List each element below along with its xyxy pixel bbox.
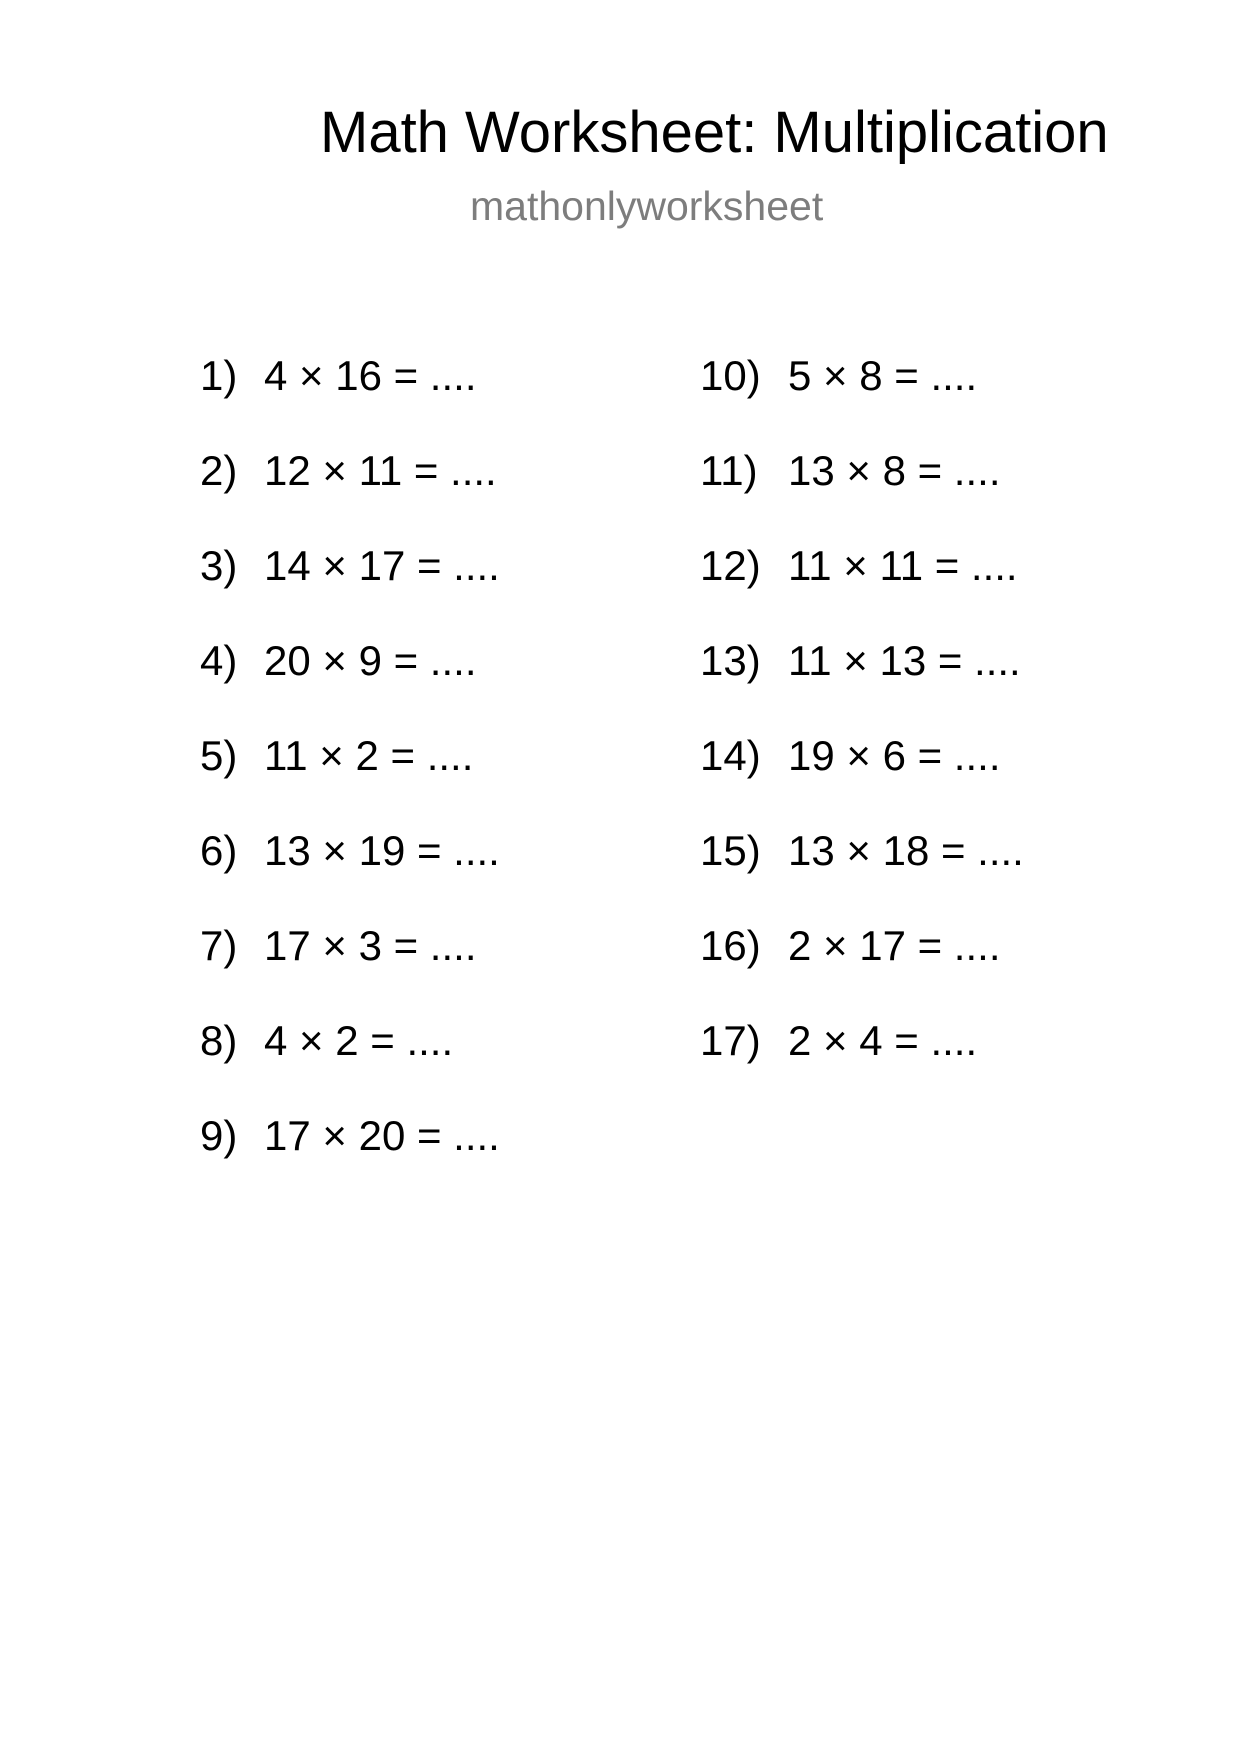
problem-item — [700, 1011, 1024, 1106]
problem-expression: 4 × 2 = .... — [264, 1017, 454, 1064]
problem-number: 14) — [700, 732, 761, 779]
problem-number: 1) — [200, 352, 238, 399]
problem-number: 16) — [700, 922, 761, 969]
problem-number: 13) — [700, 637, 761, 684]
problem-expression: 12 × 11 = .... — [264, 447, 497, 494]
problem-item — [200, 1011, 500, 1106]
problem-expression: 11 × 11 = .... — [788, 542, 1018, 589]
problem-column-left — [200, 346, 500, 1201]
problem-expression: 13 × 18 = .... — [788, 827, 1024, 874]
problem-number: 12) — [700, 542, 761, 589]
problem-number: 4) — [200, 637, 238, 684]
problem-expression: 20 × 9 = .... — [264, 637, 477, 684]
problem-item — [700, 441, 1024, 536]
problem-number: 7) — [200, 922, 238, 969]
problem-item — [200, 726, 500, 821]
problem-item — [700, 536, 1024, 631]
problem-item — [700, 726, 1024, 821]
problem-number: 5) — [200, 732, 238, 779]
problem-number: 6) — [200, 827, 238, 874]
problem-item — [200, 536, 500, 631]
problem-expression: 17 × 20 = .... — [264, 1112, 500, 1159]
problem-item — [200, 346, 500, 441]
problem-number: 11) — [700, 447, 758, 494]
problem-item — [200, 821, 500, 916]
problem-column-right — [700, 346, 1024, 1106]
problem-number: 10) — [700, 352, 761, 399]
problem-item — [700, 916, 1024, 1011]
problem-expression: 2 × 4 = .... — [788, 1017, 978, 1064]
problem-number: 17) — [700, 1017, 761, 1064]
problem-expression: 17 × 3 = .... — [264, 922, 477, 969]
problem-number: 8) — [200, 1017, 238, 1064]
problem-number: 15) — [700, 827, 761, 874]
problem-expression: 11 × 13 = .... — [788, 637, 1021, 684]
problem-expression: 2 × 17 = .... — [788, 922, 1001, 969]
problem-item — [200, 631, 500, 726]
problem-expression: 13 × 19 = .... — [264, 827, 500, 874]
problem-expression: 4 × 16 = .... — [264, 352, 477, 399]
problem-number: 2) — [200, 447, 238, 494]
problem-item — [700, 631, 1024, 726]
worksheet-title: Math Worksheet: Multiplication — [320, 100, 1109, 165]
problem-expression: 11 × 2 = .... — [264, 732, 474, 779]
problem-expression: 13 × 8 = .... — [788, 447, 1001, 494]
problem-expression: 5 × 8 = .... — [788, 352, 978, 399]
problem-item — [700, 821, 1024, 916]
problem-item — [700, 346, 1024, 441]
problem-expression: 14 × 17 = .... — [264, 542, 500, 589]
worksheet-subtitle: mathonlyworksheet — [470, 183, 824, 229]
problem-number: 3) — [200, 542, 238, 589]
problem-expression: 19 × 6 = .... — [788, 732, 1001, 779]
problem-item — [200, 441, 500, 536]
problem-number: 9) — [200, 1112, 238, 1159]
problem-item — [200, 1106, 500, 1201]
problem-item — [200, 916, 500, 1011]
